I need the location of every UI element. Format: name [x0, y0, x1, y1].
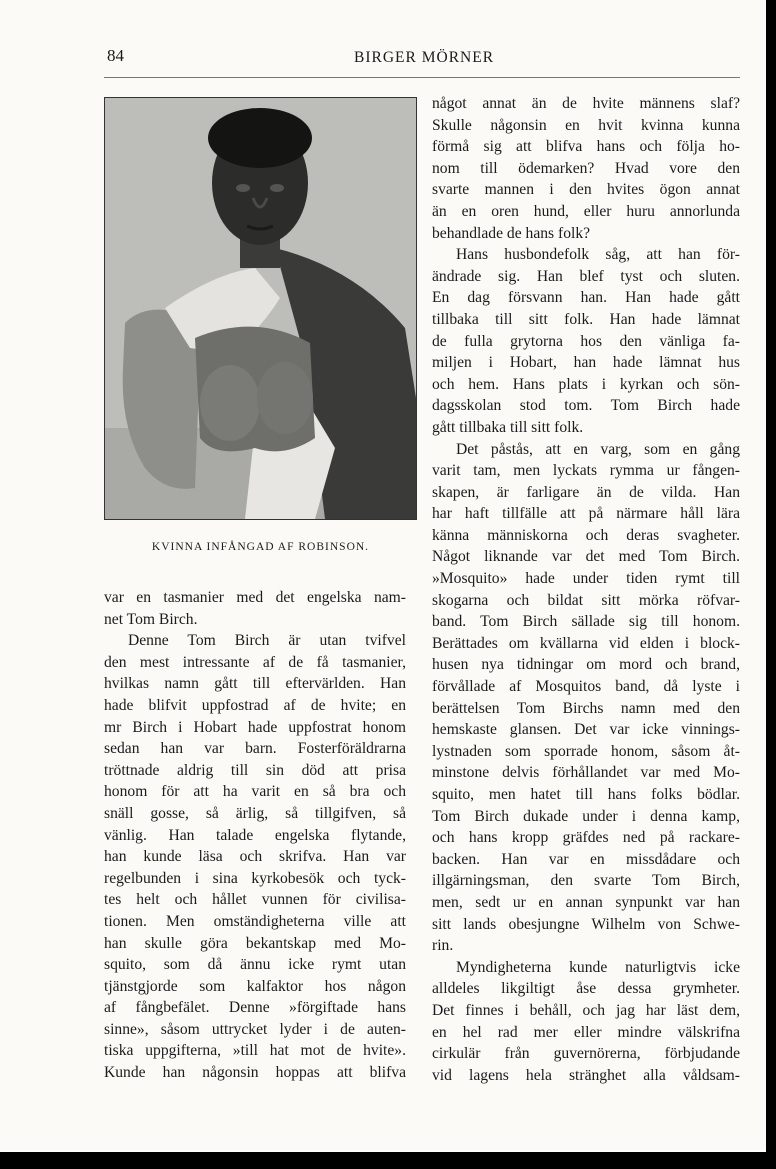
text-line: än en oren hund, eller huru annorlunda	[432, 202, 740, 220]
text-line: Det påstås, att en varg, som en gång	[456, 440, 740, 458]
portrait-chest-left	[200, 365, 260, 441]
portrait-eye-right	[270, 184, 284, 192]
text-line: ändrade sig. Han blef tyst och sluten.	[432, 267, 740, 285]
text-line: Hans husbondefolk såg, att han för-	[456, 246, 740, 264]
text-line: tjänstgjorde som kalfaktor hos någon	[104, 977, 406, 995]
text-line: cirkulär från guvernörerna, förbjudande	[432, 1045, 740, 1063]
text-line: sedan han var barn. Fosterföräldrarna	[104, 740, 406, 758]
portrait-illustration	[104, 97, 417, 520]
text-line: tillbaka till sitt folk. Han hade lämnat	[432, 310, 740, 328]
text-line: minstone delvis förhållandet var med Mo-	[432, 764, 740, 782]
text-line: var en tasmanier med det engelska nam-	[104, 589, 406, 606]
text-line: hade blifvit uppfostrad af de hvite; en	[104, 696, 406, 714]
text-line: skogarna och bildat sitt mörka röfvar-	[432, 591, 740, 609]
text-line: Tom Birch dukade under i denna kamp,	[432, 807, 740, 825]
text-line: tes helt och hållet vunnen för civilisa-	[104, 891, 406, 909]
text-line: illgärningsman, den svarte Tom Birch,	[432, 872, 740, 890]
text-line: behandlade de hans folk?	[432, 224, 591, 242]
scan-edge-right	[766, 0, 776, 1169]
text-line: berättelsen Tom Birchs namn med den	[432, 699, 740, 717]
text-line: hvilkas namn gått till eftervärlden. Han	[104, 675, 406, 693]
text-line: Något liknande var det med Tom Birch.	[432, 548, 740, 566]
text-line: lystnaden som sporrade honom, såsom åt-	[432, 742, 740, 760]
text-line: de fulla grytorna hos den vänliga fa-	[432, 332, 740, 350]
text-line: dagsskolan stod tom. Tom Birch hade	[432, 397, 740, 415]
text-line: Skulle någonsin en hvit kvinna kunna	[432, 116, 740, 134]
text-line: alldeles likgiltigt åse dessa grymheter.	[432, 980, 740, 998]
text-line: backen. Han var en missdådare och	[432, 850, 740, 868]
text-line: squito, som då ännu icke rymt utan	[104, 956, 406, 974]
text-line: svarte mannen i den hvites ögon annat	[432, 181, 740, 199]
text-line: vänlig. Han talade engelska flytande,	[104, 826, 406, 844]
text-line: Berättades om kvällarna vid elden i block-	[432, 634, 740, 652]
text-line: skapen, är farligare än de vilda. Han	[432, 483, 740, 501]
text-line: nom till ödemarken? Hvad vore den	[432, 159, 740, 177]
text-line: men, sedt ur en annan synpunkt var han	[432, 893, 740, 911]
text-line: mr Birch i Hobart hade uppfostrat honom	[104, 718, 406, 736]
text-line: förvållade af Mosquitos band, då lyste i	[432, 678, 740, 696]
text-line: den mest intressante af de få tasmanier,	[104, 653, 406, 671]
portrait-eye-left	[236, 184, 250, 192]
text-line: känna människorna och deras svagheter.	[432, 526, 740, 544]
text-line: tionen. Men omständigheterna ville att	[104, 912, 406, 930]
text-line: och hem. Hans plats i kyrkan och sön-	[432, 375, 740, 393]
figure-caption: KVINNA INFÅNGAD AF ROBINSON.	[151, 541, 370, 553]
text-line: något annat än de hvite männens slaf?	[432, 95, 740, 112]
running-title: BIRGER MÖRNER	[354, 49, 495, 66]
text-line: varit tam, men lyckats rymma ur fången-	[432, 462, 740, 480]
text-line: snäll gosse, så ärlig, så tillgifven, så	[104, 804, 406, 822]
text-line: rin.	[432, 937, 454, 955]
text-line: vid lagens hela stränghet alla våldsam-	[432, 1066, 740, 1084]
text-column-left	[104, 587, 406, 1084]
text-line: han kunde läsa och skrifva. Han var	[104, 848, 406, 866]
text-line: en hel rad mer eller mindre välskrifna	[432, 1023, 740, 1041]
text-line: han skulle göra bekantskap med Mo-	[104, 934, 406, 952]
text-line: af fångbefälet. Denne »förgiftade hans	[104, 999, 406, 1017]
text-line: Myndigheterna kunde naturligtvis icke	[456, 958, 740, 976]
portrait-chest-right	[257, 362, 313, 434]
text-line: En dag försvann han. Han hade gått	[432, 289, 740, 307]
portrait-drawing	[105, 98, 416, 519]
text-line: regelbunden i sina kyrkobesök och tyck-	[104, 869, 406, 887]
text-line: miljen i Hobart, han hade lämnat hus	[432, 354, 740, 372]
text-line: förmå sig att blifva hans och följa ho-	[432, 138, 740, 156]
text-line: Denne Tom Birch är utan tvifvel	[128, 632, 406, 650]
text-line: hemskaste glansen. Det var icke vinnings-	[432, 721, 740, 739]
page-number: 84	[107, 46, 124, 65]
text-line: squito, men hatet till hans folks bödlar.	[432, 786, 740, 803]
text-line: tiska uppgifterna, »till hat mot de hvite».	[104, 1042, 406, 1060]
header-rule	[104, 77, 740, 78]
text-line: »Mosquito» hade under tiden rymt till	[432, 570, 740, 588]
text-line: honom för att ha varit en så bra och	[104, 783, 406, 801]
text-column-right	[432, 93, 740, 1086]
text-line: net Tom Birch.	[104, 610, 198, 628]
text-line: har haft tillfälle att på närmare håll lära	[432, 505, 740, 523]
text-line: band. Tom Birch sällade sig till honom.	[432, 613, 740, 631]
text-line: Det finnes i behåll, och jag har läst dem,	[432, 1001, 740, 1019]
text-line: Kunde han någonsin hoppas att blifva	[104, 1064, 406, 1082]
text-line: gått tillbaka till sitt folk.	[432, 418, 584, 436]
text-line: tröttnade aldrig till sin död att prisa	[104, 761, 406, 779]
text-line: sitt lands obesjungne Wilhelm von Schwe-	[432, 915, 740, 933]
portrait-hair	[208, 108, 312, 168]
text-line: sinne», såsom uttrycket lyder i de auten-	[104, 1020, 406, 1038]
text-line: och hans kropp gräfdes ned på rackare-	[432, 829, 740, 847]
text-line: husen nya tidningar om mord och brand,	[432, 656, 740, 674]
scan-edge-bottom	[0, 1152, 776, 1169]
